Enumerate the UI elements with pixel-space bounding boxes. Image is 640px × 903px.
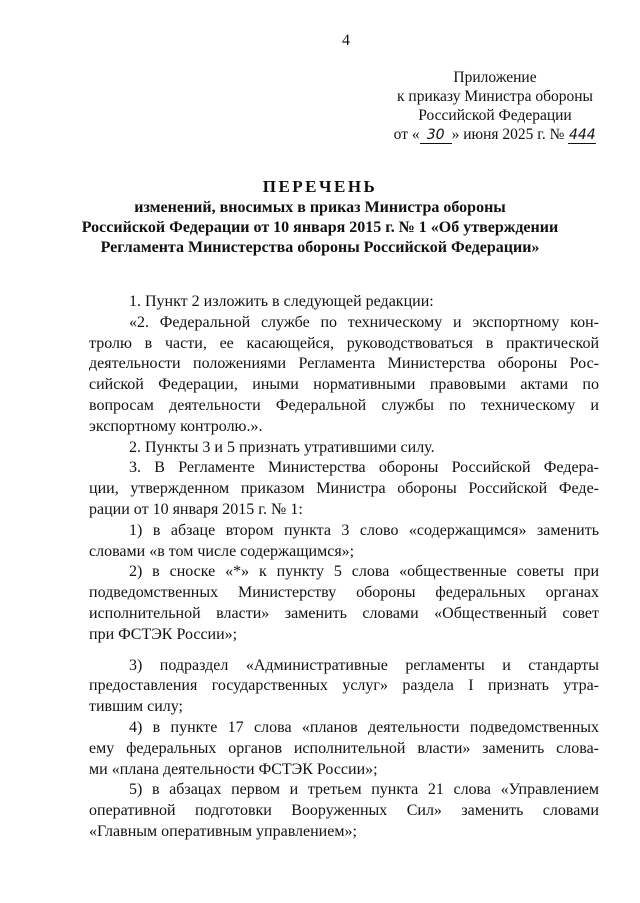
paragraph-line: ми «плана деятельности ФСТЭК России»; (89, 760, 378, 778)
handwritten-order-number: 444 (568, 127, 596, 143)
document-body (89, 292, 599, 843)
handwritten-day: 30 (420, 128, 452, 144)
appendix-date-line (380, 125, 610, 144)
paragraph-first-line: 4) в пункте 17 слова «планов деятельности подведомственных (129, 718, 599, 736)
paragraph-first-line: 3) подраздел «Административные регламенты и стандарты (129, 656, 599, 674)
paragraph-line: деятельности положениями Регламента Министерства обороны Рос- (89, 355, 599, 373)
paragraph-line: при ФСТЭК России»; (89, 625, 238, 643)
paragraph-first-line: 1. Пункт 2 изложить в следующей редакции: (129, 293, 434, 310)
page-number: 4 (342, 32, 350, 49)
paragraph-line: исполнительной власти» заменить словами «Общественный совет (89, 604, 599, 622)
subtitle-line: Российской Федерации от 10 января 2015 г. № 1 «Об утверждении (81, 219, 559, 236)
paragraph-first-line: 5) в абзацах первом и третьем пункта 21 слова «Управлением (129, 781, 599, 799)
paragraph-first-line: 2) в сноске «*» к пункту 5 слова «общественные советы при (129, 563, 599, 581)
paragraph-first-line: 1) в абзаце втором пункта 3 слово «содержащимся» заменить (129, 521, 599, 539)
appendix-header (380, 68, 610, 144)
paragraph-line: подведомственных Министерству обороны федеральных органах (89, 584, 599, 602)
document-title: ПЕРЕЧЕНЬ (262, 177, 378, 196)
paragraph-line: тролю в части, ее касающейся, руководствоваться в практической (89, 334, 599, 352)
date-middle: » июня 2025 г. № (451, 126, 565, 143)
paragraph-line: «Главным оперативным управлением»; (89, 822, 357, 840)
paragraph-first-line: 2. Пункты 3 и 5 признать утратившими силу. (129, 438, 435, 456)
paragraph-line: сийской Федерации, иными нормативными правовыми актами по (89, 376, 599, 394)
paragraph-line: предоставления государственных услуг» раздела I признать утра- (89, 677, 599, 695)
date-prefix: от « (393, 126, 420, 143)
document-subtitle (20, 198, 620, 258)
appendix-line-2: к приказу Министра обороны (397, 88, 593, 105)
appendix-line-3: Российской Федерации (418, 107, 572, 124)
paragraph-line: экспортному контролю.». (89, 417, 263, 435)
paragraph-line: рации от 10 января 2015 г. № 1: (89, 500, 303, 518)
paragraph-line: ему федеральных органов исполнительной власти» заменить слова- (89, 739, 599, 757)
appendix-line-1: Приложение (453, 69, 537, 86)
paragraph-line: ции, утвержденном приказом Министра обороны Российской Феде- (89, 480, 599, 498)
subtitle-line: Регламента Министерства обороны Российской Федерации» (100, 239, 540, 256)
paragraph-line: вопросам деятельности Федеральной службы по техническому и (89, 396, 599, 414)
paragraph-line: тившим силу; (89, 698, 183, 716)
paragraph-first-line: 3. В Регламенте Министерства обороны Российской Федера- (129, 459, 599, 477)
paragraph-line: словами «в том числе содержащимся»; (89, 542, 355, 560)
paragraph-first-line: «2. Федеральной службе по техническому и экспортному кон- (129, 313, 599, 331)
subtitle-line: изменений, вносимых в приказ Министра обороны (134, 199, 506, 216)
paragraph-line: оперативной подготовки Вооруженных Сил» заменить словами (89, 802, 599, 820)
